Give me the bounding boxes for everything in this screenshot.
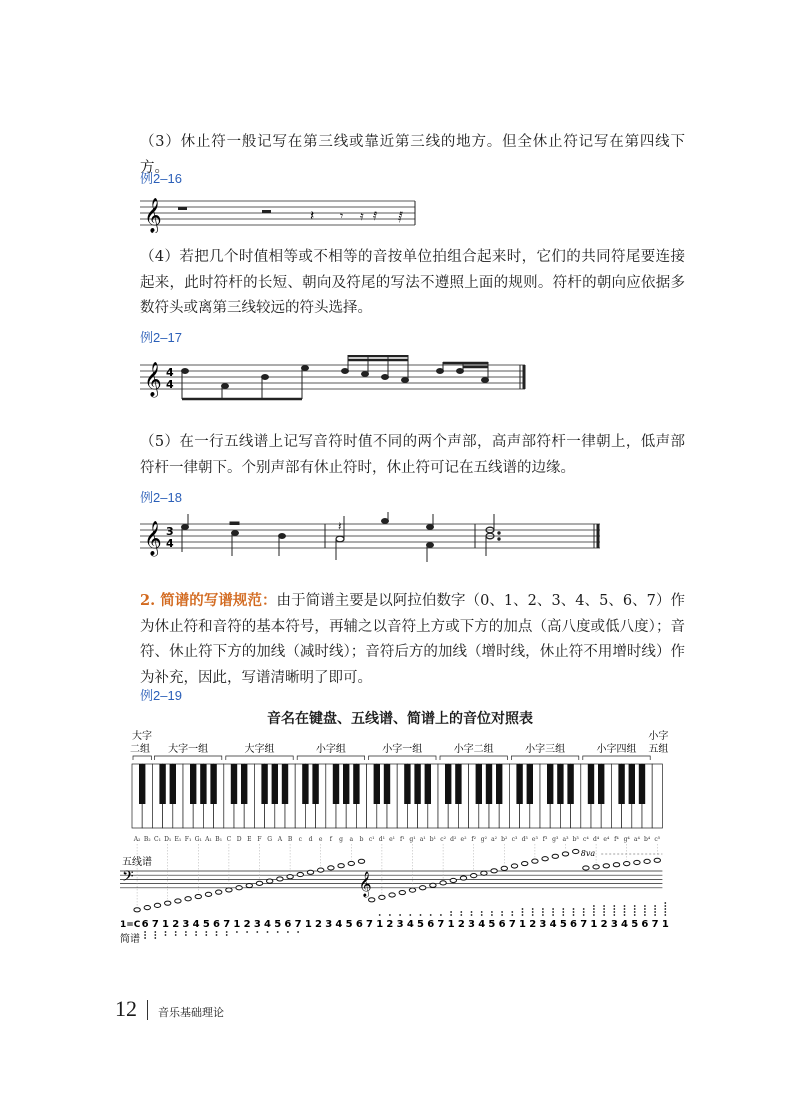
black-key — [261, 764, 267, 804]
black-key — [343, 764, 349, 804]
jianpu-rules-text: 由于简谱主要是以阿拉伯数字（0、1、2、3、4、5、6、7）作为休止符和音符的基本符号，再辅之以音符上方或下方的加点（高八度或低八度）；音符、休止符下方的加线（减时线）；音符后方的加线（增时线，休止符不用增时线）作为补充，因此，写谱清晰明了即可。 — [140, 593, 685, 686]
bass-clef-icon: 𝄢 — [122, 868, 134, 889]
staff-note — [348, 861, 354, 865]
staff-note — [277, 877, 283, 881]
black-key — [241, 764, 247, 804]
staff-note — [430, 883, 436, 887]
group-label: 小字二组 — [453, 744, 494, 755]
jianpu-digit: 1 — [162, 919, 169, 930]
jianpu-digit: 6 — [641, 919, 649, 930]
staff-note — [522, 861, 528, 865]
note-name-label: e³ — [531, 836, 538, 843]
jianpu-digit: 6 — [213, 919, 220, 930]
example-label-2-17: 例2–17 — [140, 330, 182, 345]
time-signature-bottom: 4 — [166, 537, 174, 550]
staff-note — [205, 892, 211, 896]
jianpu-digit: 2 — [386, 919, 394, 930]
footer-divider — [147, 1000, 148, 1020]
group-label-right-top: 小字 — [648, 731, 669, 742]
staff-note — [420, 886, 426, 890]
note-name-label: e⁴ — [603, 836, 610, 843]
jianpu-digit: 2 — [243, 919, 251, 930]
eighth-rest: 𝄾 — [340, 209, 344, 223]
score-example-2-18 — [140, 512, 610, 564]
staff-note — [481, 871, 487, 875]
jianpu-digit: 5 — [631, 919, 639, 930]
staff-note — [624, 862, 630, 866]
sixty-fourth-rest: 𝅁 — [398, 209, 403, 223]
paragraph-rest-placement: （3）休止符一般记写在第三线或靠近第三线的地方。但全休止符记写在第四线下方。 — [140, 134, 685, 176]
jianpu-digit: 5 — [345, 919, 353, 930]
black-key — [312, 764, 318, 804]
group-label-left-bottom: 二组 — [130, 744, 150, 755]
staff-note — [593, 865, 599, 869]
staff-note — [195, 894, 201, 898]
black-key — [598, 764, 604, 804]
example-label-2-18: 例2–18 — [140, 490, 182, 505]
staff-note — [399, 890, 405, 894]
treble-clef-icon: 𝄞 — [144, 198, 162, 233]
jianpu-key-label: 1=C — [120, 920, 141, 930]
jianpu-digit: 6 — [427, 919, 435, 930]
jianpu-digit: 3 — [396, 919, 404, 930]
note-name-label: g — [339, 836, 344, 843]
note-name-label: G — [267, 836, 273, 843]
note-name-label: b³ — [572, 836, 579, 843]
jianpu-digit: 1 — [447, 919, 455, 930]
jianpu-digit: 2 — [600, 919, 608, 930]
staff-note — [450, 878, 456, 882]
staff-note — [246, 883, 252, 887]
black-key — [496, 764, 502, 804]
note-name-label: F₁ — [184, 836, 192, 843]
jianpu-digit: 7 — [366, 919, 373, 930]
jianpu-digit: 2 — [315, 919, 322, 930]
jianpu-digit: 4 — [478, 919, 486, 930]
note-name-label: a¹ — [419, 836, 426, 843]
note-name-label: d — [308, 836, 313, 843]
black-key — [404, 764, 410, 804]
staff-note — [532, 859, 538, 863]
jianpu-digit: 2 — [529, 919, 537, 930]
note-name-label: c⁴ — [583, 836, 589, 843]
staff-note — [440, 881, 446, 885]
group-label: 小字四组 — [596, 744, 637, 755]
black-key — [210, 764, 216, 804]
score-example-2-17 — [140, 355, 540, 405]
note-name-label: e² — [460, 836, 467, 843]
staff-note — [644, 859, 650, 863]
staff-note — [471, 874, 477, 878]
note-name-label: B₁ — [215, 836, 223, 843]
staff-note — [562, 852, 568, 856]
staff-note — [287, 875, 293, 879]
black-key — [384, 764, 390, 804]
black-key — [455, 764, 461, 804]
jianpu-digit: 7 — [151, 919, 159, 930]
section-heading-jianpu: 2. 简谱的写谱规范： — [140, 592, 277, 609]
black-key — [282, 764, 288, 804]
note-name-label: d⁴ — [592, 836, 600, 843]
black-key — [231, 764, 237, 804]
jianpu-digit: 7 — [223, 919, 231, 930]
note-name-label: B₂ — [143, 836, 151, 843]
black-key — [557, 764, 563, 804]
note-name-label: c⁵ — [654, 836, 661, 843]
jianpu-digit: 4 — [549, 919, 557, 930]
note-name-label: D — [236, 836, 242, 843]
black-key — [547, 764, 553, 804]
black-key — [486, 764, 492, 804]
note-name-label: c¹ — [368, 836, 375, 843]
jianpu-digit: 4 — [406, 919, 414, 930]
black-key — [190, 764, 196, 804]
book-title: 音乐基础理论 — [158, 1006, 224, 1019]
black-key — [159, 764, 165, 804]
staff-note — [216, 890, 222, 894]
note-name-label: d³ — [521, 836, 528, 843]
jianpu-digit: 6 — [570, 919, 577, 930]
staff-note — [542, 857, 548, 861]
black-key — [200, 764, 206, 804]
jianpu-digit: 7 — [651, 919, 659, 930]
jianpu-digit: 5 — [274, 919, 282, 930]
note-name-label: f — [329, 836, 333, 843]
jianpu-digit: 3 — [468, 919, 475, 930]
staff-note — [318, 868, 324, 872]
black-key — [333, 764, 339, 804]
pitch-comparison-chart — [120, 728, 690, 953]
staff-note — [603, 864, 609, 868]
black-key — [639, 764, 645, 804]
staff-note — [297, 872, 303, 876]
jianpu-digit: 7 — [437, 919, 445, 930]
time-signature-top: 4 — [166, 366, 174, 379]
group-bracket — [583, 756, 650, 760]
note-name-label: b² — [501, 836, 508, 843]
black-key — [374, 764, 380, 804]
note-name-label: g¹ — [409, 836, 416, 843]
sixteenth-rest: 𝄿 — [360, 209, 364, 223]
group-bracket — [154, 756, 221, 760]
page-number: 12 — [115, 996, 137, 1021]
half-rest — [262, 210, 271, 213]
jianpu-digit: 4 — [192, 919, 200, 930]
note-name-label: B — [287, 836, 293, 843]
note-name-label: c — [298, 836, 302, 843]
svg-text:𝄽: 𝄽 — [338, 519, 342, 533]
time-signature-top: 3 — [166, 525, 174, 538]
jianpu-digit: 2 — [172, 919, 180, 930]
jianpu-digit: 7 — [580, 919, 588, 930]
note-name-label: A — [277, 836, 283, 843]
jianpu-digit: 4 — [335, 919, 343, 930]
note-name-label: E — [247, 836, 252, 843]
jianpu-digit: 5 — [488, 919, 496, 930]
example-label-2-16: 例2–16 — [140, 171, 182, 186]
black-key — [425, 764, 431, 804]
treble-clef-icon: 𝄞 — [144, 521, 162, 556]
note-name-label: f⁴ — [614, 836, 619, 843]
note-name-label: g² — [480, 836, 488, 843]
staff-note — [634, 860, 640, 864]
white-key — [652, 764, 662, 828]
staff-note — [338, 864, 344, 868]
group-label: 大字组 — [244, 744, 275, 755]
note-name-label: d² — [450, 836, 457, 843]
staff-note — [165, 901, 171, 905]
staff-note — [573, 849, 579, 853]
group-label: 小字组 — [315, 744, 346, 755]
staff-note — [175, 899, 181, 903]
note-name-label: c² — [440, 836, 446, 843]
staff-note — [328, 866, 334, 870]
staff-note — [460, 876, 466, 880]
note-name-label: a³ — [562, 836, 569, 843]
staff-note — [409, 888, 415, 892]
note-name-label: f¹ — [399, 836, 405, 843]
staff-note — [389, 893, 395, 897]
jianpu-digit: 3 — [253, 919, 261, 930]
jianpu-digit: 5 — [559, 919, 567, 930]
jianpu-digit: 1 — [590, 919, 598, 930]
staff-note — [185, 897, 191, 901]
group-bracket — [511, 756, 578, 760]
staff-note — [511, 864, 517, 868]
note-name-label: E₁ — [174, 836, 182, 843]
staff-note — [134, 908, 140, 912]
black-key — [567, 764, 573, 804]
paragraph-two-voices: （5）在一行五线谱上记写音符时值不同的两个声部，高声部符杆一律朝上，低声部符杆一律朝下。个别声部有休止符时，休止符可记在五线谱的边缘。 — [140, 434, 685, 476]
note-name-label: C₁ — [154, 836, 161, 843]
note-name-label: G₁ — [194, 836, 202, 843]
jianpu-digit: 4 — [264, 919, 271, 930]
jianpu-digit: 1 — [233, 919, 241, 930]
staff-note — [654, 858, 660, 862]
staff-note — [236, 886, 242, 890]
group-bracket — [226, 756, 293, 760]
black-key — [516, 764, 522, 804]
black-key — [414, 764, 420, 804]
staff-note — [154, 903, 160, 907]
staff-note — [307, 870, 313, 874]
black-key — [353, 764, 359, 804]
black-key — [139, 764, 145, 804]
group-label: 小字一组 — [382, 744, 423, 755]
jianpu-digit: 2 — [457, 919, 465, 930]
jianpu-digit: 1 — [304, 919, 312, 930]
treble-clef-icon: 𝄞 — [358, 872, 372, 897]
jianpu-digit: 1 — [661, 919, 669, 930]
octave-mark: 8va — [580, 849, 596, 858]
staff-note — [491, 869, 497, 873]
note-name-label: g⁴ — [623, 836, 630, 843]
staff-note — [613, 863, 619, 867]
treble-clef-icon: 𝄞 — [144, 362, 162, 397]
jianpu-digit: 3 — [610, 919, 618, 930]
note-name-label: b — [359, 836, 364, 843]
staff-note — [144, 905, 150, 909]
jianpu-digit: 3 — [539, 919, 547, 930]
group-bracket — [369, 756, 436, 760]
paragraph-jianpu-rules — [140, 588, 685, 691]
black-key — [588, 764, 594, 804]
black-key — [302, 764, 308, 804]
note-name-label: e — [318, 836, 323, 843]
jianpu-digit: 6 — [498, 919, 506, 930]
note-name-label: a² — [491, 836, 498, 843]
jianpu-digit: 5 — [417, 919, 424, 930]
group-label-right-bottom: 五组 — [648, 744, 669, 755]
staff-note — [256, 881, 262, 885]
jianpu-digit: 6 — [284, 919, 292, 930]
note-name-label: D₁ — [164, 836, 172, 843]
black-key — [272, 764, 278, 804]
quarter-rest: 𝄽 — [310, 208, 315, 224]
note-name-label: f² — [471, 836, 477, 843]
black-key — [629, 764, 635, 804]
group-bracket — [440, 756, 507, 760]
note-name-label: c³ — [511, 836, 518, 843]
jianpu-digit: 7 — [294, 919, 302, 930]
jianpu-digit: 1 — [376, 919, 384, 930]
note-name-label: A₁ — [205, 836, 212, 843]
staff-note — [267, 879, 273, 883]
table-title: 音名在键盘、五线谱、简谱上的音位对照表 — [267, 711, 533, 727]
jianpu-digit: 3 — [325, 919, 333, 930]
jianpu-digit: 6 — [355, 919, 363, 930]
staff-note — [369, 898, 375, 902]
jianpu-digit: 3 — [182, 919, 190, 930]
black-key — [618, 764, 624, 804]
note-name-label: b⁴ — [643, 836, 651, 843]
note-name-label: f³ — [542, 836, 548, 843]
note-name-label: A₂ — [133, 836, 141, 843]
jianpu-digit: 4 — [621, 919, 628, 930]
note-name-label: e¹ — [389, 836, 396, 843]
black-key — [445, 764, 451, 804]
note-name-label: d¹ — [378, 836, 386, 843]
jianpu-digit: 5 — [202, 919, 210, 930]
staff-label: 五线谱 — [122, 857, 152, 868]
group-label: 小字三组 — [525, 744, 566, 755]
jianpu-label: 简谱 — [120, 934, 140, 945]
black-key — [527, 764, 533, 804]
staff-note — [583, 866, 589, 870]
note-name-label: g³ — [552, 836, 559, 843]
staff-note — [379, 895, 385, 899]
whole-rest — [178, 207, 187, 210]
paragraph-beaming-rule: （4）若把几个时值相等或不相等的音按单位拍组合起来时，它们的共同符尾要连接起来，此时符杆的长短、朝向及符尾的写法不遵照上面的规则。符杆的朝向应依据多数符头或离第三线较远的符头选择。 — [140, 249, 685, 316]
group-label-left-top: 大字 — [132, 731, 152, 742]
note-name-label: F — [257, 836, 262, 843]
time-signature-bottom: 4 — [166, 378, 174, 391]
example-label-2-19: 例2–19 — [140, 688, 182, 703]
note-name-label: C — [226, 836, 232, 843]
group-label: 大字一组 — [168, 744, 209, 755]
black-key — [170, 764, 176, 804]
staff-note — [501, 866, 507, 870]
group-bracket — [297, 756, 364, 760]
black-key — [476, 764, 482, 804]
staff-note — [358, 859, 364, 863]
note-name-label: a — [349, 836, 354, 843]
note-name-label: b¹ — [429, 836, 437, 843]
jianpu-digit: 7 — [508, 919, 516, 930]
jianpu-digit: 1 — [519, 919, 526, 930]
staff-note — [226, 888, 232, 892]
score-example-2-16 — [140, 193, 420, 233]
staff-note — [552, 854, 558, 858]
jianpu-digit: 6 — [141, 919, 149, 930]
note-name-label: a⁴ — [633, 836, 640, 843]
thirty-second-rest: 𝅀 — [373, 209, 378, 223]
